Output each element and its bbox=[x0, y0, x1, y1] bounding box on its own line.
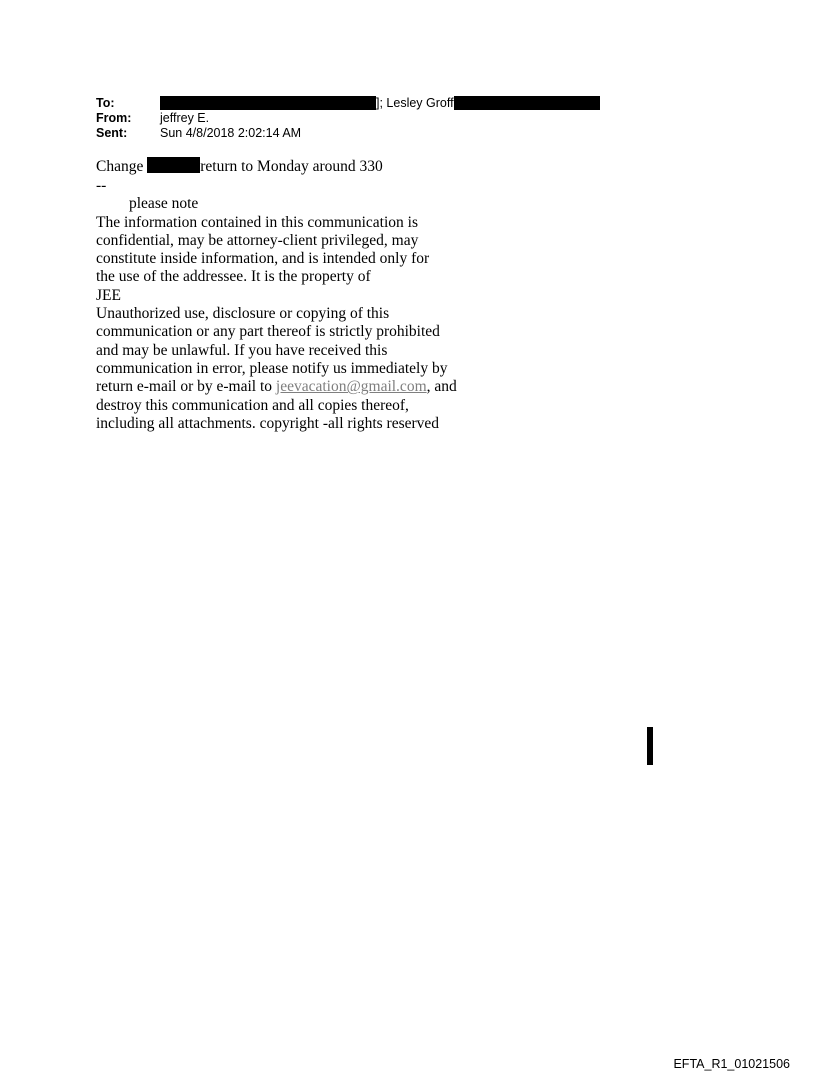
disclaimer-text: , and bbox=[426, 378, 457, 396]
message-line bbox=[96, 157, 457, 177]
document-id: EFTA_R1_01021506 bbox=[673, 1057, 790, 1071]
sent-value: Sun 4/8/2018 2:02:14 AM bbox=[160, 126, 302, 140]
disclaimer-line: the use of the addressee. It is the property of bbox=[96, 268, 371, 286]
disclaimer-line: destroy this communication and all copies thereof, bbox=[96, 396, 409, 414]
to-separator: ]; Lesley Groff bbox=[376, 96, 454, 110]
disclaimer-line: The information contained in this communication is bbox=[96, 213, 418, 231]
message-text: return to Monday around 330 bbox=[200, 158, 383, 175]
sent-label: Sent: bbox=[96, 126, 128, 140]
from-label: From: bbox=[96, 111, 132, 125]
disclaimer-line: constitute inside information, and is intended only for bbox=[96, 250, 430, 268]
from-value: jeffrey E. bbox=[160, 111, 210, 125]
disclaimer-email-line bbox=[96, 378, 457, 396]
disclaimer-line: confidential, may be attorney-client privileged, may bbox=[96, 231, 419, 249]
email-body bbox=[96, 157, 457, 433]
signature-separator: -- bbox=[96, 177, 107, 194]
redaction-block bbox=[160, 96, 376, 110]
to-value bbox=[160, 96, 600, 111]
disclaimer-line: Unauthorized use, disclosure or copying of this bbox=[96, 305, 390, 323]
email-link[interactable]: jeevacation@gmail.com bbox=[275, 378, 427, 396]
to-label: To: bbox=[96, 96, 115, 110]
disclaimer-line: communication or any part thereof is strictly prohibited bbox=[96, 323, 440, 341]
note-heading: please note bbox=[129, 195, 199, 213]
redaction-block bbox=[454, 96, 600, 110]
disclaimer-line: communication in error, please notify us immediately by bbox=[96, 359, 448, 377]
scan-mark bbox=[647, 727, 653, 765]
redaction-block bbox=[147, 157, 200, 173]
disclaimer-line: JEE bbox=[96, 286, 121, 304]
disclaimer-line: and may be unlawful. If you have received this bbox=[96, 341, 388, 359]
message-text: Change bbox=[96, 158, 148, 175]
disclaimer-line: including all attachments. copyright -all rights reserved bbox=[96, 414, 440, 432]
disclaimer-text: return e-mail or by e-mail to bbox=[96, 378, 276, 396]
